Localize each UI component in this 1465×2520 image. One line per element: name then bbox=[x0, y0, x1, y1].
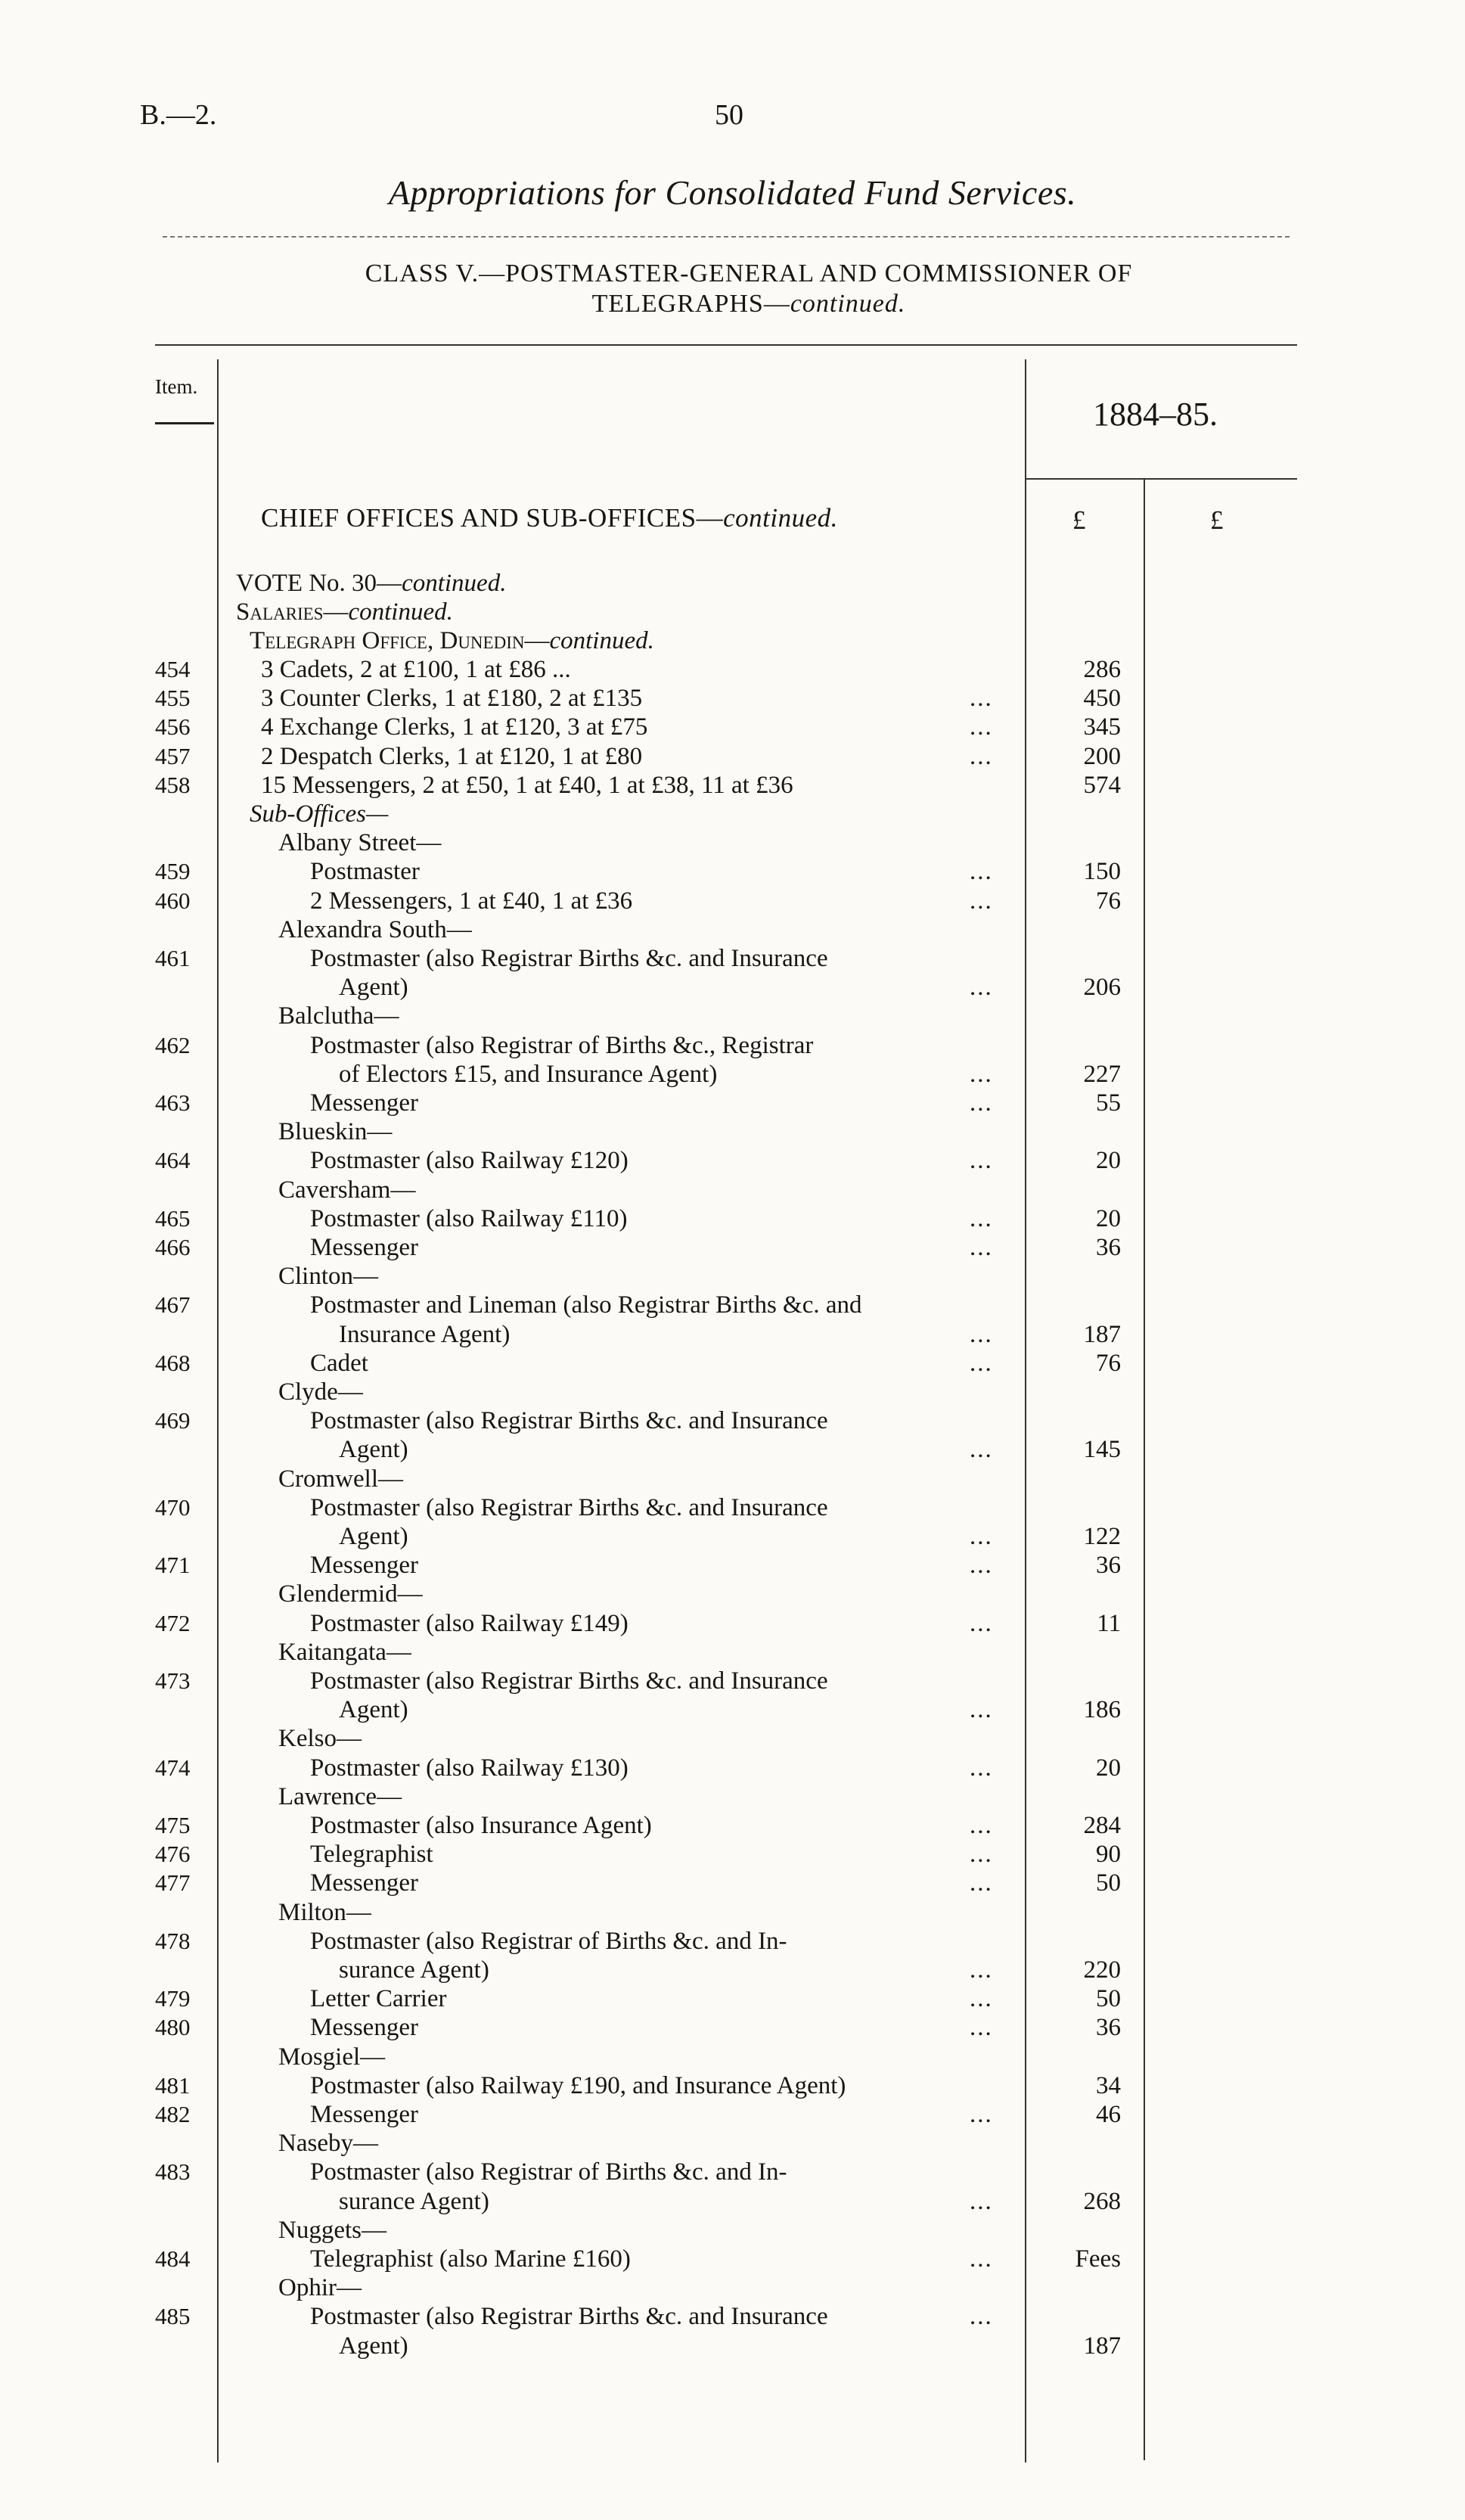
item-number: 466 bbox=[155, 1234, 191, 1260]
amount: 36 bbox=[1096, 1234, 1121, 1261]
line-text: of Electors £15, and Insurance Agent) bbox=[339, 1060, 718, 1088]
line-text: surance Agent) bbox=[339, 2187, 489, 2215]
line-text: 4 Exchange Clerks, 1 at £120, 3 at £75 bbox=[261, 713, 648, 741]
amount: 34 bbox=[1096, 2071, 1121, 2099]
line-text: Postmaster (also Railway £149) bbox=[310, 1609, 629, 1637]
line-text: Alexandra South— bbox=[278, 915, 472, 943]
line-text: Letter Carrier bbox=[310, 1985, 447, 2013]
item-number: 463 bbox=[155, 1089, 191, 1116]
amount: 76 bbox=[1096, 1349, 1121, 1377]
leader-dots: ... bbox=[970, 1060, 993, 1088]
item-number: 456 bbox=[155, 713, 191, 741]
leader-dots: ... bbox=[970, 1523, 993, 1550]
leader-dots: ... bbox=[970, 1812, 993, 1839]
leader-dots: ... bbox=[970, 858, 993, 886]
amount: 345 bbox=[1083, 713, 1121, 741]
item-number: 480 bbox=[155, 2014, 191, 2041]
class-heading-continued: continued. bbox=[790, 290, 906, 318]
item-number: 478 bbox=[155, 1927, 191, 1954]
amount: 186 bbox=[1083, 1696, 1121, 1724]
item-number: 475 bbox=[155, 1812, 191, 1838]
leader-dots: ... bbox=[970, 713, 993, 741]
amount: 206 bbox=[1083, 974, 1121, 1002]
line-text: Caversham— bbox=[278, 1176, 416, 1204]
line-text: Naseby— bbox=[278, 2130, 378, 2158]
leader-dots: ... bbox=[970, 685, 993, 713]
line-text: Messenger bbox=[310, 1869, 418, 1897]
item-number: 458 bbox=[155, 771, 191, 798]
line-text: Messenger bbox=[310, 1552, 418, 1580]
line-text: Cadet bbox=[310, 1349, 368, 1377]
item-column-header: Item. bbox=[155, 375, 198, 398]
line-text: Ophir— bbox=[278, 2274, 362, 2302]
line-text: Insurance Agent) bbox=[339, 1320, 511, 1348]
amount: 268 bbox=[1083, 2187, 1121, 2215]
line-text: Agent) bbox=[339, 2332, 408, 2360]
item-number: 469 bbox=[155, 1407, 191, 1434]
class-heading-line1: CLASS V.—POSTMASTER-GENERAL AND COMMISSIONER OF bbox=[365, 259, 1133, 287]
line-text: Clyde— bbox=[278, 1378, 363, 1406]
leader-dots: ... bbox=[970, 1349, 993, 1377]
page-number: 50 bbox=[715, 99, 743, 131]
item-number: 455 bbox=[155, 685, 191, 712]
line-text: Agent) bbox=[339, 1523, 408, 1550]
amount: 55 bbox=[1096, 1089, 1121, 1117]
line-text: Postmaster (also Registrar Births &c. and Insurance bbox=[310, 1493, 828, 1521]
leader-dots: ... bbox=[970, 1956, 993, 1984]
amount-column-left-divider bbox=[1025, 359, 1026, 2463]
amount: 220 bbox=[1083, 1956, 1121, 1984]
line-text: Clinton— bbox=[278, 1263, 379, 1291]
section-heading bbox=[261, 503, 838, 533]
amount: 574 bbox=[1083, 771, 1121, 799]
leader-dots: ... bbox=[970, 1696, 993, 1724]
line-text: Milton— bbox=[278, 1898, 371, 1926]
line-text: Postmaster (also Registrar Births &c. and Insurance bbox=[310, 1667, 828, 1695]
vote-heading: VOTE No. 30—continued. bbox=[236, 570, 507, 597]
leader-dots: ... bbox=[970, 2101, 993, 2128]
leader-dots: ... bbox=[970, 1320, 993, 1348]
line-text: Blueskin— bbox=[278, 1118, 393, 1146]
line-text: Postmaster (also Railway £120) bbox=[310, 1147, 629, 1175]
leader-dots: ... bbox=[970, 2014, 993, 2042]
item-number: 479 bbox=[155, 1985, 191, 2012]
item-number: 461 bbox=[155, 945, 191, 971]
line-text: Albany Street— bbox=[278, 829, 442, 857]
salaries-heading: Salaries—continued. bbox=[236, 598, 453, 626]
line-text: Agent) bbox=[339, 1436, 408, 1464]
line-text: Nuggets— bbox=[278, 2216, 386, 2244]
leader-dots: ... bbox=[970, 2303, 993, 2331]
item-number: 481 bbox=[155, 2071, 191, 2099]
class-heading-line2 bbox=[227, 289, 1271, 319]
leader-dots: ... bbox=[970, 974, 993, 1002]
line-text: Postmaster (also Registrar of Births &c. and In- bbox=[310, 2158, 787, 2186]
amount-column-mid-divider bbox=[1144, 478, 1145, 2460]
item-number: 482 bbox=[155, 2101, 191, 2127]
amount: 36 bbox=[1096, 1552, 1121, 1580]
year-underline bbox=[1025, 478, 1297, 480]
leader-dots: ... bbox=[970, 1552, 993, 1580]
leader-dots: ... bbox=[970, 1609, 993, 1637]
line-text: 3 Counter Clerks, 1 at £180, 2 at £135 bbox=[261, 685, 643, 713]
item-number: 485 bbox=[155, 2303, 191, 2330]
leader-dots: ... bbox=[970, 1436, 993, 1464]
line-text: 2 Despatch Clerks, 1 at £120, 1 at £80 bbox=[261, 742, 643, 770]
item-number: 472 bbox=[155, 1609, 191, 1636]
page-title: Appropriations for Consolidated Fund Services. bbox=[388, 173, 1077, 212]
amount: 450 bbox=[1083, 685, 1121, 713]
top-rule bbox=[163, 236, 1290, 238]
amount: 36 bbox=[1096, 2014, 1121, 2042]
line-text: Cromwell— bbox=[278, 1465, 403, 1493]
amount: 187 bbox=[1083, 2332, 1121, 2360]
leader-dots: ... bbox=[970, 1204, 993, 1232]
leader-dots: ... bbox=[970, 1754, 993, 1782]
line-text: Mosgiel— bbox=[278, 2043, 386, 2071]
section-heading-continued: continued. bbox=[723, 503, 838, 533]
currency-symbol-2: £ bbox=[1210, 505, 1224, 535]
leader-dots: ... bbox=[970, 1089, 993, 1117]
document-reference: B.—2. bbox=[140, 99, 217, 131]
item-number: 467 bbox=[155, 1291, 191, 1319]
amount: Fees bbox=[1075, 2245, 1121, 2273]
item-number: 477 bbox=[155, 1869, 191, 1897]
leader-dots: ... bbox=[970, 2245, 993, 2273]
leader-dots: ... bbox=[970, 1985, 993, 2013]
currency-symbol-1: £ bbox=[1072, 505, 1086, 535]
line-text: Postmaster (also Railway £110) bbox=[310, 1204, 628, 1232]
line-text: Kaitangata— bbox=[278, 1638, 411, 1666]
line-text: Postmaster and Lineman (also Registrar Births &c. and bbox=[310, 1291, 862, 1319]
line-text: Kelso— bbox=[278, 1725, 362, 1753]
line-text: Postmaster (also Registrar Births &c. and Insurance bbox=[310, 2303, 828, 2331]
line-text: Sub-Offices— bbox=[250, 800, 389, 828]
line-text: Glendermid— bbox=[278, 1580, 423, 1608]
item-number: 471 bbox=[155, 1552, 191, 1579]
item-number: 465 bbox=[155, 1204, 191, 1232]
amount: 227 bbox=[1083, 1060, 1121, 1088]
amount: 284 bbox=[1083, 1812, 1121, 1839]
line-text: Agent) bbox=[339, 1696, 408, 1724]
line-text: 3 Cadets, 2 at £100, 1 at £86 ... bbox=[261, 656, 571, 683]
amount: 150 bbox=[1083, 858, 1121, 886]
leader-dots: ... bbox=[970, 2187, 993, 2215]
item-number: 476 bbox=[155, 1841, 191, 1868]
line-text: Postmaster (also Insurance Agent) bbox=[310, 1812, 652, 1839]
amount: 200 bbox=[1083, 742, 1121, 770]
line-text: Messenger bbox=[310, 2014, 418, 2042]
line-text: Agent) bbox=[339, 974, 408, 1002]
line-text: Postmaster (also Railway £190, and Insurance Agent) bbox=[310, 2071, 846, 2099]
line-text: Messenger bbox=[310, 1089, 418, 1117]
item-number: 462 bbox=[155, 1031, 191, 1058]
line-text: 2 Messengers, 1 at £40, 1 at £36 bbox=[310, 887, 633, 915]
amount: 90 bbox=[1096, 1841, 1121, 1869]
line-text: Lawrence— bbox=[278, 1782, 402, 1810]
item-number: 483 bbox=[155, 2158, 191, 2186]
item-number: 470 bbox=[155, 1493, 191, 1521]
leader-dots: ... bbox=[970, 1147, 993, 1175]
line-text: Balclutha— bbox=[278, 1002, 399, 1030]
item-number: 454 bbox=[155, 656, 191, 682]
item-number: 468 bbox=[155, 1349, 191, 1376]
amount: 122 bbox=[1083, 1523, 1121, 1550]
telegraph-office-heading: Telegraph Office, Dunedin—continued. bbox=[250, 627, 654, 654]
leader-dots: ... bbox=[970, 1841, 993, 1869]
line-text: Postmaster (also Registrar of Births &c. and In- bbox=[310, 1927, 787, 1955]
leader-dots: ... bbox=[970, 742, 993, 770]
item-number: 457 bbox=[155, 742, 191, 769]
amount: 286 bbox=[1083, 656, 1121, 683]
amount: 50 bbox=[1096, 1985, 1121, 2013]
item-number: 473 bbox=[155, 1667, 191, 1694]
item-number: 460 bbox=[155, 887, 191, 914]
amount: 11 bbox=[1097, 1609, 1121, 1637]
item-number: 459 bbox=[155, 858, 191, 885]
amount: 46 bbox=[1096, 2101, 1121, 2128]
year-column-header: 1884–85. bbox=[1093, 396, 1218, 433]
item-column-divider bbox=[217, 359, 219, 2463]
amount: 20 bbox=[1096, 1204, 1121, 1232]
amount: 20 bbox=[1096, 1147, 1121, 1175]
item-number: 474 bbox=[155, 1754, 191, 1781]
line-text: Postmaster (also Railway £130) bbox=[310, 1754, 629, 1782]
amount: 20 bbox=[1096, 1754, 1121, 1782]
line-text: surance Agent) bbox=[339, 1956, 489, 1984]
line-text: Messenger bbox=[310, 2101, 418, 2128]
leader-dots: ... bbox=[970, 887, 993, 915]
line-text: Messenger bbox=[310, 1234, 418, 1261]
item-header-underline bbox=[155, 422, 214, 424]
item-number: 484 bbox=[155, 2245, 191, 2272]
line-text: Postmaster (also Registrar of Births &c., Registrar bbox=[310, 1031, 814, 1059]
amount: 187 bbox=[1083, 1320, 1121, 1348]
item-number: 464 bbox=[155, 1147, 191, 1174]
amount: 145 bbox=[1083, 1436, 1121, 1464]
line-text: Telegraphist bbox=[310, 1841, 433, 1869]
amount: 76 bbox=[1096, 887, 1121, 915]
class-heading-main: TELEGRAPHS— bbox=[591, 290, 790, 318]
line-text: Postmaster bbox=[310, 858, 420, 886]
leader-dots: ... bbox=[970, 1869, 993, 1897]
leader-dots: ... bbox=[970, 1234, 993, 1261]
line-text: Postmaster (also Registrar Births &c. and Insurance bbox=[310, 945, 828, 972]
amount: 50 bbox=[1096, 1869, 1121, 1897]
line-text: 15 Messengers, 2 at £50, 1 at £40, 1 at £38, 11 at £36 bbox=[261, 771, 793, 799]
line-text: Postmaster (also Registrar Births &c. and Insurance bbox=[310, 1407, 828, 1435]
section-heading-main: CHIEF OFFICES AND SUB-OFFICES— bbox=[261, 503, 724, 533]
table-top-rule bbox=[155, 344, 1297, 346]
line-text: Telegraphist (also Marine £160) bbox=[310, 2245, 631, 2273]
